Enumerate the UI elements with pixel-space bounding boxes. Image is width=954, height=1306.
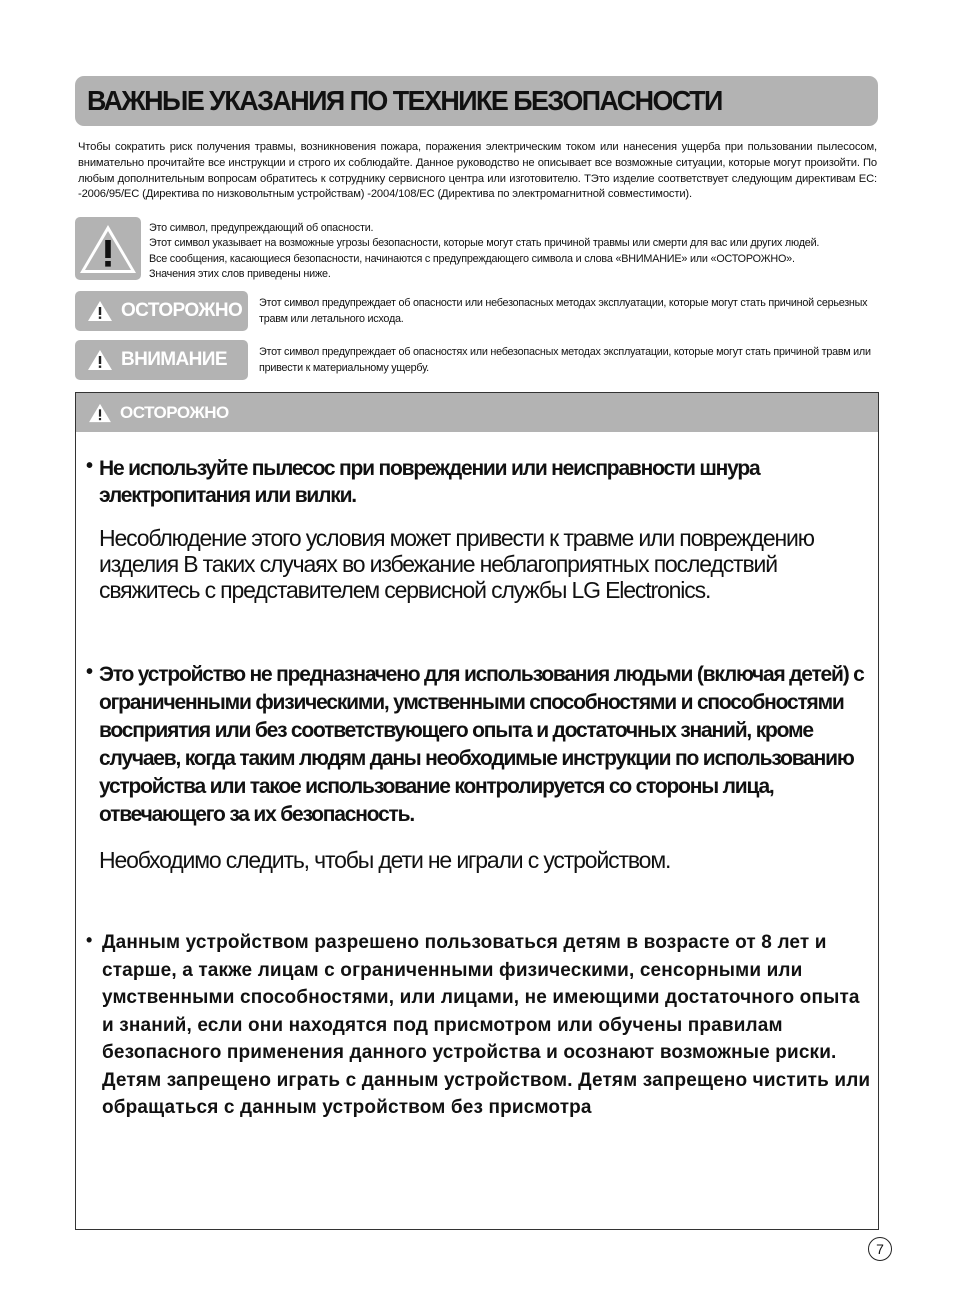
warning-panel-title: ОСТОРОЖНО: [120, 402, 229, 422]
bullet: •: [86, 930, 93, 950]
item-heading: Не используйте пылесос при повреждении или неисправности шнура электропитания или вилки.: [99, 457, 760, 507]
bullet: •: [86, 661, 94, 683]
safety-symbol-text: [149, 221, 877, 282]
intro-paragraph: Чтобы сократить риск получения травмы, возникновения пожара, поражения электрическим током или нанесения ущерба при пользовании пылесосом, внимательно прочитайте все инструкции и строго их соблюдайте. Данное руководство не описывает все возможные ситуации, которые могут произойти. По любым дополнительным вопросам обратитесь к сотруднику сервисного центра или изготовителю. ТЭто изделие соответствует следующим директивам ЕС: -2006/95/ЕС (Директива по низковольтным устройствам) -2004/108/ЕС (Директива по электромагнитной совместимости).: [78, 141, 877, 201]
warning-triangle-icon: [87, 300, 113, 322]
item-heading: Это устройство не предназначено для использования людьми (включая детей) с ограниченными физическими, умственными способностями и способностями восприятия или без соответствующего опыта и достаточных знаний, кроме случаев, когда таким людям даны необходимые инструкции по использованию устройства или такое использование контролируется со стороны лица, отвечающего за их безопасность.: [99, 663, 864, 826]
bullet: •: [86, 455, 94, 477]
list-item: [86, 929, 872, 1122]
symbol-line: Этот символ указывает на возможные угрозы безопасности, которые могут стать причиной травмы или смерти для вас или других людей.: [149, 237, 820, 250]
exclamation-icon: [75, 217, 141, 280]
page-number: 7: [868, 1237, 892, 1261]
symbol-line: Все сообщения, касающиеся безопасности, начинаются с предупреждающего символа и слова «ВНИМАНИЕ» или «ОСТОРОЖНО».: [149, 252, 795, 265]
caution-label: ВНИМАНИЕ: [121, 349, 227, 370]
caution-description: Этот символ предупреждает об опасностях или небезопасных методах эксплуатации, которые могут стать причиной травм или привести к материальному ущербу.: [259, 346, 871, 374]
caution-badge: [75, 340, 248, 380]
caution-triangle-icon: [87, 349, 113, 371]
warning-panel-header: [76, 393, 878, 432]
page-title: ВАЖНЫЕ УКАЗАНИЯ ПО ТЕХНИКЕ БЕЗОПАСНОСТИ: [87, 85, 722, 116]
warning-description: Этот символ предупреждает об опасности или небезопасных методах эксплуатации, которые могут стать причиной серьезных травм или летального исхода.: [259, 297, 868, 325]
warning-label: ОСТОРОЖНО: [121, 300, 243, 321]
list-item: [86, 455, 872, 603]
symbol-line: Это символ, предупреждающий об опасности.: [149, 222, 374, 234]
item-body: Необходимо следить, чтобы дети не играли с устройством.: [99, 847, 671, 873]
safety-symbol-box: [75, 217, 141, 280]
warning-triangle-icon: [88, 403, 112, 423]
list-item: [86, 661, 872, 873]
item-body: Несоблюдение этого условия может привести к травме или повреждению изделия В таких случаях во избежание неблагоприятных последствий свяжитесь с представителем сервисной службы LG Electronics.: [99, 525, 814, 603]
warning-badge: [75, 291, 248, 331]
symbol-line: Значения этих слов приведены ниже.: [149, 267, 331, 280]
title-bar: [75, 76, 878, 126]
item-heading: Данным устройством разрешено пользоваться детям в возрасте от 8 лет и старше, а также лицам с ограниченными физическими, сенсорными или умственными способностями, или лицами, не имеющими достаточного опыта и знаний, если они находятся под присмотром или обучены правилам безопасного применения данного устройства и осознают возможные риски. Детям запрещено играть с данным устройством. Детям запрещено чистить или обращаться с данным устройством без присмотра: [102, 932, 871, 1118]
warning-panel: [75, 392, 879, 1230]
